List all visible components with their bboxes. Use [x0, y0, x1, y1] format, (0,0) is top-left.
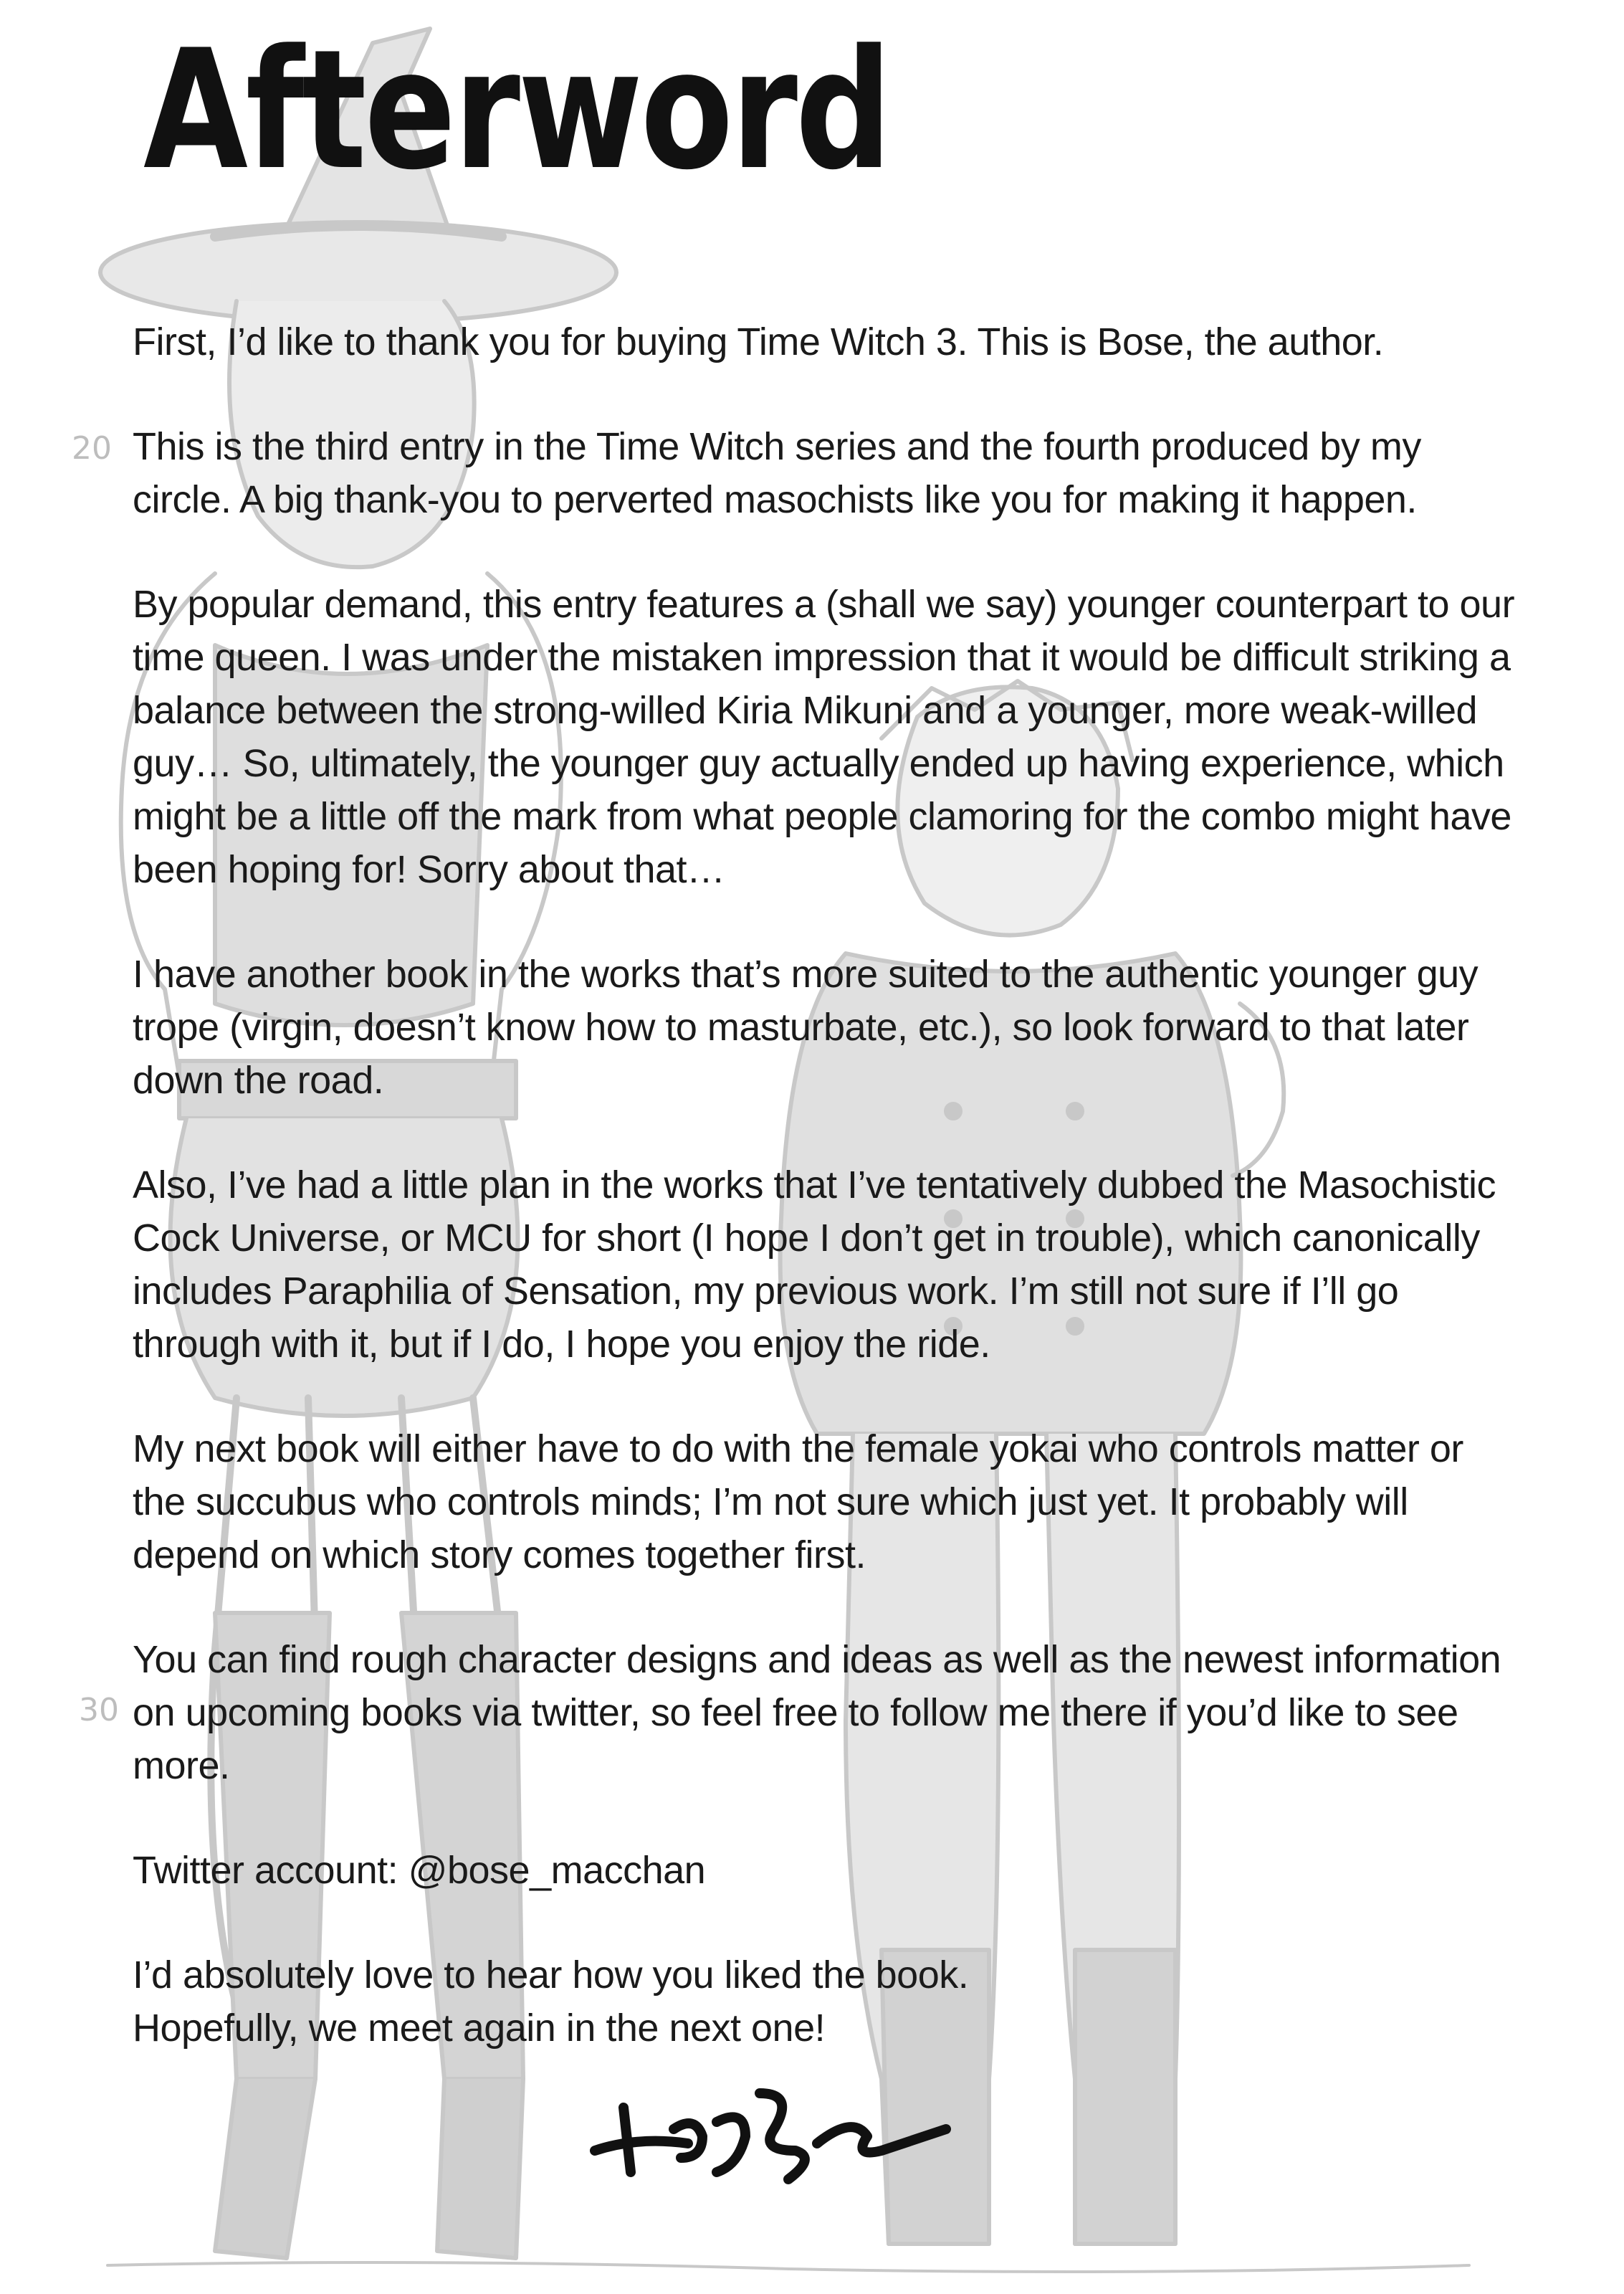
- twitter-account: Twitter account: @bose_macchan: [133, 1849, 706, 1892]
- paragraph-twitter-info: You can find rough character designs and ideas as well as the newest information on upcoming books via twitter, so feel free to follow me there if you’d like to see more.: [133, 1638, 1501, 1787]
- afterword-body: [133, 315, 1516, 2055]
- paragraph-thanks: First, I’d like to thank you for buying Time Witch 3. This is Bose, the author.: [133, 320, 1384, 363]
- page-title: Afterword: [143, 15, 890, 206]
- margin-note-20: 20: [72, 430, 112, 467]
- paragraph-mcu: Also, I’ve had a little plan in the works that I’ve tentatively dubbed the Masochistic Cock Universe, or MCU for short (I hope I don’t get in trouble), which canonically includes Paraphilia of Sensation, my previous work. I’m still not sure if I’ll go through with it, but if I do, I hope you enjoy the ride.: [133, 1163, 1496, 1366]
- paragraph-younger-counterpart: By popular demand, this entry features a (shall we say) younger counterpart to our time queen. I was under the mistaken impression that it would be difficult striking a balance between the strong-willed Kiria Mikuni and a younger, more weak-willed guy… So, ultimately, the younger guy actually ended up having experience, which might be a little off the mark from what people clamoring for the combo might have been hoping for! Sorry about that…: [133, 583, 1515, 891]
- author-signature: [581, 2065, 953, 2194]
- paragraph-next-book: My next book will either have to do with the female yokai who controls matter or the succubus who controls minds; I’m not sure which just yet. It probably will depend on which story comes together first.: [133, 1427, 1463, 1576]
- closing-line-1: I’d absolutely love to hear how you liked the book.: [133, 1953, 969, 1996]
- paragraph-another-book: I have another book in the works that’s more suited to the authentic younger guy trope (virgin, doesn’t know how to masturbate, etc.), so look forward to that later down the road.: [133, 953, 1479, 1102]
- closing-line-2: Hopefully, we meet again in the next one!: [133, 2007, 826, 2050]
- margin-note-30: 30: [79, 1692, 119, 1728]
- paragraph-series: This is the third entry in the Time Witch series and the fourth produced by my circle. A big thank-you to perverted masochists like you for making it happen.: [133, 425, 1421, 521]
